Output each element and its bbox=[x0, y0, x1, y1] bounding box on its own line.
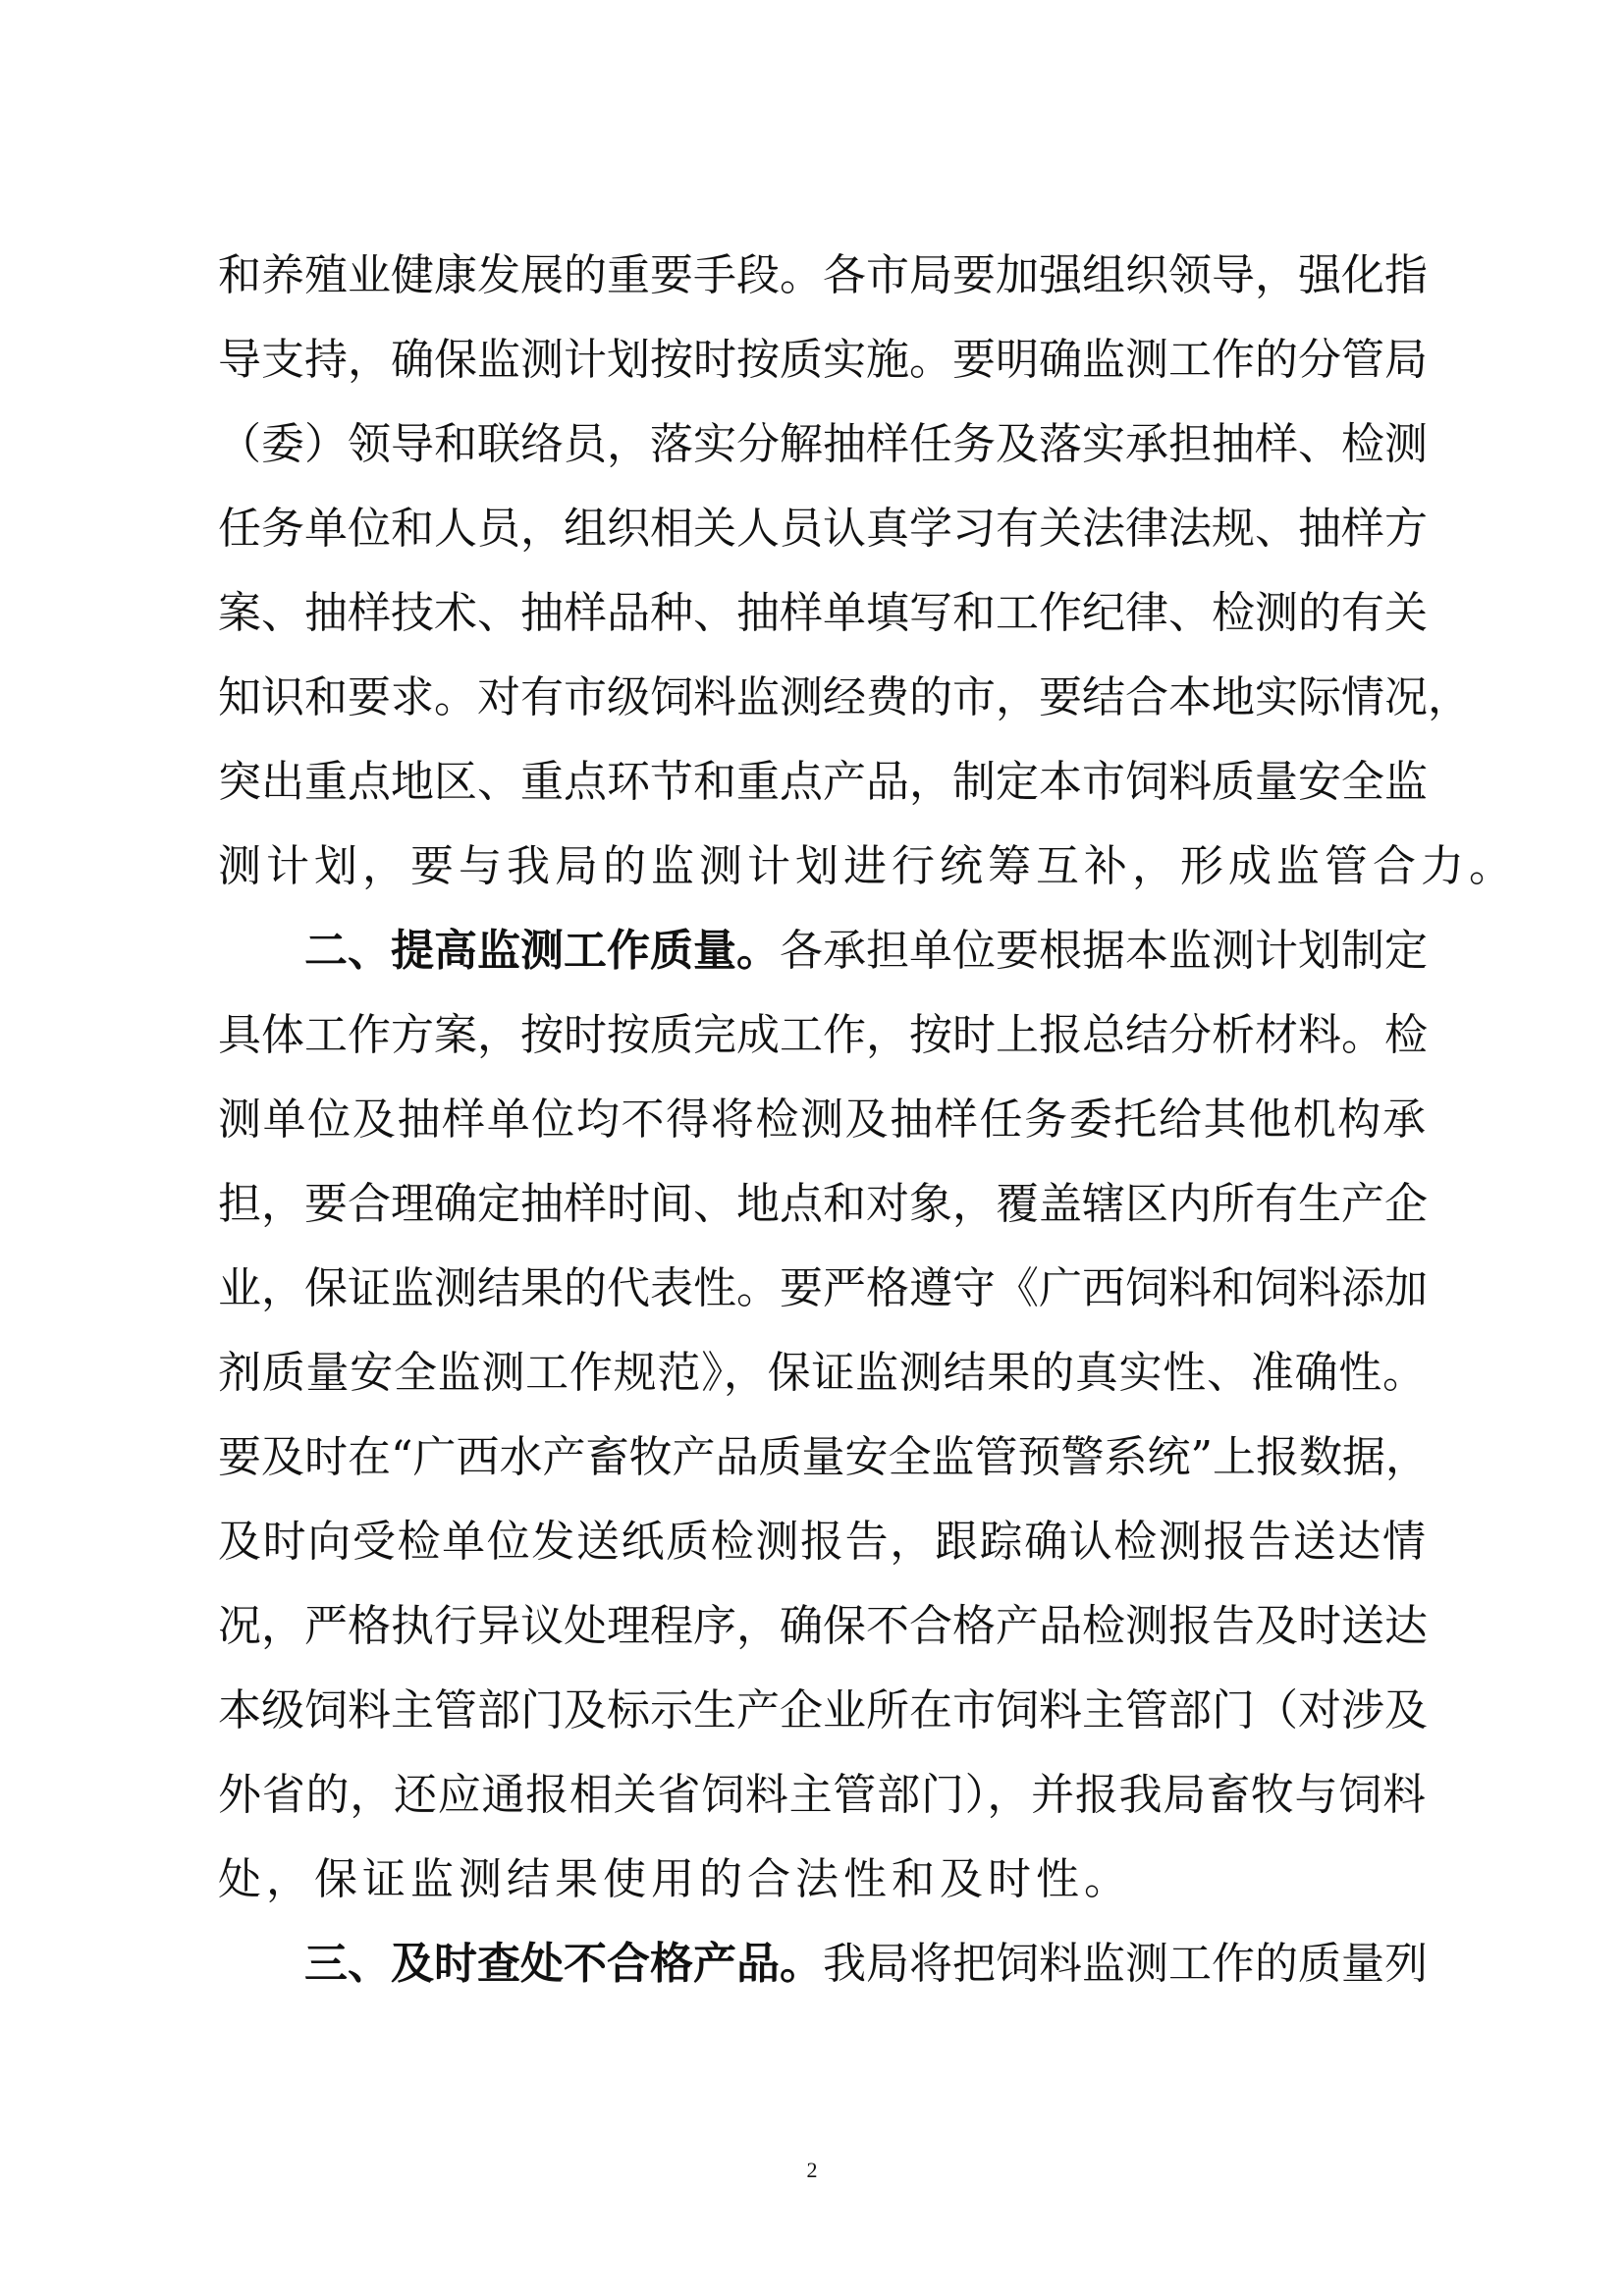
paragraph-line: 和养殖业健康发展的重要手段。各市局要加强组织领导，强化指 bbox=[218, 250, 1428, 300]
paragraph-line: 案、抽样技术、抽样品种、抽样单填写和工作纪律、检测的有关 bbox=[218, 588, 1428, 638]
section-3-first-line bbox=[218, 1922, 1426, 2006]
paragraph-line: 本级饲料主管部门及标示生产企业所在市饲料主管部门（对涉及 bbox=[218, 1685, 1428, 1735]
page-number: 2 bbox=[806, 2158, 818, 2182]
paragraph-line: 业，保证监测结果的代表性。要严格遵守《广西饲料和饲料添加 bbox=[218, 1263, 1428, 1313]
paragraph-line: 况，严格执行异议处理程序，确保不合格产品检测报告及时送达 bbox=[218, 1601, 1428, 1651]
paragraph-line: 及时向受检单位发送纸质检测报告，跟踪确认检测报告送达情 bbox=[218, 1517, 1426, 1567]
section-3-heading: 三、及时查处不合格产品。 bbox=[304, 1939, 823, 1989]
paragraph-line: （委）领导和联络员，落实分解抽样任务及落实承担抽样、检测 bbox=[218, 419, 1428, 469]
paragraph-line: 测计划，要与我局的监测计划进行统筹互补，形成监管合力。 bbox=[218, 841, 1517, 891]
paragraph-line: 外省的，还应通报相关省饲料主管部门），并报我局畜牧与饲料 bbox=[218, 1770, 1426, 1820]
paragraph-line: 担，要合理确定抽样时间、地点和对象，覆盖辖区内所有生产企 bbox=[218, 1179, 1428, 1229]
body-text bbox=[218, 234, 1517, 2006]
paragraph-line: 剂质量安全监测工作规范》，保证监测结果的真实性、准确性。 bbox=[218, 1348, 1426, 1398]
paragraph-line: 具体工作方案，按时按质完成工作，按时上报总结分析材料。检 bbox=[218, 1010, 1428, 1060]
section-2-first-line-text: 各承担单位要根据本监测计划制定 bbox=[780, 926, 1428, 976]
paragraph-line: 任务单位和人员，组织相关人员认真学习有关法律法规、抽样方 bbox=[218, 504, 1428, 554]
paragraph-line: 要及时在“广西水产畜牧产品质量安全监管预警系统”上报数据， bbox=[218, 1432, 1429, 1482]
paragraph-line: 导支持，确保监测计划按时按质实施。要明确监测工作的分管局 bbox=[218, 335, 1428, 385]
paragraph-line: 突出重点地区、重点环节和重点产品，制定本市饲料质量安全监 bbox=[218, 757, 1428, 807]
paragraph-line: 测单位及抽样单位均不得将检测及抽样任务委托给其他机构承 bbox=[218, 1095, 1426, 1145]
paragraph-line: 知识和要求。对有市级饲料监测经费的市，要结合本地实际情况， bbox=[218, 672, 1471, 722]
section-2-first-line bbox=[218, 909, 1426, 993]
paragraph-line: 处，保证监测结果使用的合法性和及时性。 bbox=[218, 1854, 1132, 1904]
section-3-first-line-text: 我局将把饲料监测工作的质量列 bbox=[823, 1939, 1428, 1989]
section-2-heading: 二、提高监测工作质量。 bbox=[304, 926, 780, 976]
